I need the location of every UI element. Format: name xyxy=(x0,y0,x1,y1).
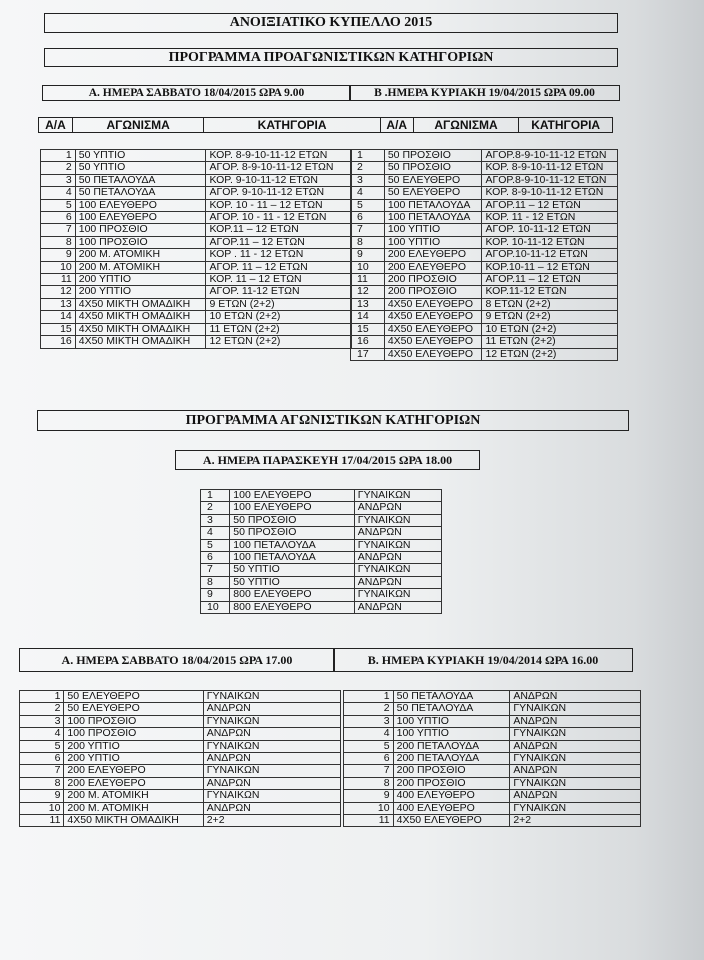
event-category: ΚΟΡ. 10 - 11 – 12 ΕΤΩΝ xyxy=(206,199,352,211)
event-name: 200 ΠΕΤΑΛΟΥΔΑ xyxy=(393,740,510,752)
table-row xyxy=(351,336,618,348)
event-category: ΑΓΟΡ. 11-12 ΕΤΩΝ xyxy=(206,286,352,298)
event-category: ΑΓΟΡ. 10-11-12 ΕΤΩΝ xyxy=(482,224,618,236)
event-name: 100 ΥΠΤΙΟ xyxy=(384,224,482,236)
table-row xyxy=(351,162,618,174)
row-number: 4 xyxy=(41,187,76,199)
table-row xyxy=(41,311,352,323)
row-number: 9 xyxy=(20,790,64,802)
event-category: ΓΥΝΑΙΚΩΝ xyxy=(510,728,641,740)
event-category: ΚΟΡ.10-11 – 12 ΕΤΩΝ xyxy=(482,261,618,273)
table-row xyxy=(201,576,442,588)
event-name: 4Χ50 ΜΙΚΤΗ ΟΜΑΔΙΚΗ xyxy=(64,815,203,827)
event-category: ΑΝΔΡΩΝ xyxy=(354,552,441,564)
row-number: 9 xyxy=(41,249,76,261)
event-category: ΚΟΡ.11 – 12 ΕΤΩΝ xyxy=(206,224,352,236)
event-category: ΑΝΔΡΩΝ xyxy=(203,753,340,765)
table-row xyxy=(41,150,352,162)
event-category: ΑΝΔΡΩΝ xyxy=(354,576,441,588)
event-name: 100 ΠΡΟΣΘΙΟ xyxy=(64,728,203,740)
event-name: 100 ΠΕΤΑΛΟΥΔΑ xyxy=(384,199,482,211)
event-name: 50 ΠΕΤΑΛΟΥΔΑ xyxy=(393,703,510,715)
table-row xyxy=(41,274,352,286)
row-number: 9 xyxy=(351,249,385,261)
table-row xyxy=(41,224,352,236)
table-row xyxy=(344,753,641,765)
event-category: ΚΟΡ. 8-9-10-11-12 ΕΤΩΝ xyxy=(206,150,352,162)
row-number: 15 xyxy=(351,323,385,335)
row-number: 3 xyxy=(201,514,230,526)
event-name: 200 ΠΡΟΣΘΙΟ xyxy=(393,765,510,777)
event-category: 9 ΕΤΩΝ (2+2) xyxy=(206,298,352,310)
event-category: 11 ΕΤΩΝ (2+2) xyxy=(206,323,352,335)
table-row xyxy=(344,715,641,727)
row-number: 10 xyxy=(41,261,76,273)
event-category: ΓΥΝΑΙΚΩΝ xyxy=(203,740,340,752)
table-row xyxy=(351,199,618,211)
event-name: 100 ΕΛΕΥΘΕΡΟ xyxy=(75,212,206,224)
event-category: ΚΟΡ. 11 - 12 ΕΤΩΝ xyxy=(482,212,618,224)
row-number: 12 xyxy=(351,286,385,298)
event-name: 200 Μ. ΑΤΟΜΙΚΗ xyxy=(75,249,206,261)
row-number: 6 xyxy=(201,552,230,564)
pre-column-headers xyxy=(38,117,613,133)
event-category: ΚΟΡ.11-12 ΕΤΩΝ xyxy=(482,286,618,298)
row-number: 2 xyxy=(41,162,76,174)
table-row xyxy=(201,527,442,539)
row-number: 13 xyxy=(351,298,385,310)
table-row xyxy=(41,174,352,186)
event-name: 50 ΕΛΕΥΘΕΡΟ xyxy=(384,174,482,186)
row-number: 13 xyxy=(41,298,76,310)
event-name: 4Χ50 ΕΛΕΥΘΕΡΟ xyxy=(393,815,510,827)
event-name: 100 ΠΕΤΑΛΟΥΔΑ xyxy=(230,552,355,564)
comp-day-saturday-header: Α. ΗΜΕΡΑ ΣΑΒΒΑΤΟ 18/04/2015 ΩΡΑ 17.00 xyxy=(19,648,335,672)
event-category: ΑΓΟΡ. 9-10-11-12 ΕΤΩΝ xyxy=(206,187,352,199)
table-row xyxy=(20,740,341,752)
event-name: 50 ΥΠΤΙΟ xyxy=(230,564,355,576)
table-row xyxy=(41,236,352,248)
event-name: 100 ΠΡΟΣΘΙΟ xyxy=(75,236,206,248)
event-name: 200 ΕΛΕΥΘΕΡΟ xyxy=(384,249,482,261)
table-row xyxy=(344,691,641,703)
event-category: ΚΟΡ. 11 – 12 ΕΤΩΝ xyxy=(206,274,352,286)
table-row xyxy=(344,703,641,715)
event-name: 4Χ50 ΕΛΕΥΘΕΡΟ xyxy=(384,298,482,310)
pre-competitive-heading: ΠΡΟΓΡΑΜΜΑ ΠΡΟΑΓΩΝΙΣΤΙΚΩΝ ΚΑΤΗΓΟΡΙΩΝ xyxy=(44,48,618,67)
table-row xyxy=(351,274,618,286)
event-name: 100 ΥΠΤΙΟ xyxy=(393,715,510,727)
event-name: 4Χ50 ΕΛΕΥΘΕΡΟ xyxy=(384,311,482,323)
table-row xyxy=(351,348,618,360)
row-number: 17 xyxy=(351,348,385,360)
event-category: 11 ΕΤΩΝ (2+2) xyxy=(482,336,618,348)
event-name: 4Χ50 ΜΙΚΤΗ ΟΜΑΔΙΚΗ xyxy=(75,336,206,348)
table-row xyxy=(41,286,352,298)
row-number: 1 xyxy=(41,150,76,162)
row-number: 7 xyxy=(344,765,394,777)
table-row xyxy=(351,298,618,310)
event-name: 100 ΕΛΕΥΘΕΡΟ xyxy=(230,502,355,514)
table-row xyxy=(351,323,618,335)
event-category: 12 ΕΤΩΝ (2+2) xyxy=(206,336,352,348)
row-number: 3 xyxy=(41,174,76,186)
event-category: ΓΥΝΑΙΚΩΝ xyxy=(510,753,641,765)
event-name: 800 ΕΛΕΥΘΕΡΟ xyxy=(230,601,355,613)
row-number: 11 xyxy=(351,274,385,286)
event-name: 4Χ50 ΜΙΚΤΗ ΟΜΑΔΙΚΗ xyxy=(75,298,206,310)
event-name: 50 ΠΕΤΑΛΟΥΔΑ xyxy=(75,187,206,199)
event-category: 8 ΕΤΩΝ (2+2) xyxy=(482,298,618,310)
event-category: ΑΝΔΡΩΝ xyxy=(510,790,641,802)
table-row xyxy=(20,728,341,740)
event-name: 4Χ50 ΜΙΚΤΗ ΟΜΑΔΙΚΗ xyxy=(75,323,206,335)
table-row xyxy=(344,765,641,777)
row-number: 2 xyxy=(20,703,64,715)
row-number: 11 xyxy=(20,815,64,827)
table-row xyxy=(20,815,341,827)
row-number: 9 xyxy=(201,589,230,601)
event-name: 100 ΠΕΤΑΛΟΥΔΑ xyxy=(384,212,482,224)
event-category: ΑΓΟΡ.8-9-10-11-12 ΕΤΩΝ xyxy=(482,174,618,186)
table-row xyxy=(344,777,641,789)
row-number: 6 xyxy=(41,212,76,224)
table-row xyxy=(41,199,352,211)
table-row xyxy=(344,790,641,802)
row-number: 6 xyxy=(344,753,394,765)
row-number: 2 xyxy=(201,502,230,514)
event-category: ΑΝΔΡΩΝ xyxy=(510,765,641,777)
header-aa-right: Α/Α xyxy=(381,118,414,132)
event-name: 100 ΠΡΟΣΘΙΟ xyxy=(75,224,206,236)
event-category: ΓΥΝΑΙΚΩΝ xyxy=(354,589,441,601)
event-category: ΑΝΔΡΩΝ xyxy=(510,740,641,752)
row-number: 6 xyxy=(20,753,64,765)
event-name: 100 ΠΡΟΣΘΙΟ xyxy=(64,715,203,727)
event-name: 50 ΥΠΤΙΟ xyxy=(75,150,206,162)
table-row xyxy=(41,261,352,273)
table-row xyxy=(201,601,442,613)
table-row xyxy=(20,715,341,727)
comp-day-friday-header: Α. ΗΜΕΡΑ ΠΑΡΑΣΚΕΥΗ 17/04/2015 ΩΡΑ 18.00 xyxy=(175,450,480,470)
row-number: 7 xyxy=(351,224,385,236)
event-category: ΑΓΟΡ.10-11-12 ΕΤΩΝ xyxy=(482,249,618,261)
row-number: 10 xyxy=(351,261,385,273)
table-row xyxy=(41,212,352,224)
comp-friday-table xyxy=(200,489,442,614)
event-category: ΓΥΝΑΙΚΩΝ xyxy=(510,777,641,789)
competitive-heading: ΠΡΟΓΡΑΜΜΑ ΑΓΩΝΙΣΤΙΚΩΝ ΚΑΤΗΓΟΡΙΩΝ xyxy=(37,410,629,431)
event-name: 200 ΥΠΤΙΟ xyxy=(75,274,206,286)
event-category: ΑΝΔΡΩΝ xyxy=(354,601,441,613)
row-number: 16 xyxy=(41,336,76,348)
row-number: 1 xyxy=(20,691,64,703)
table-row xyxy=(41,187,352,199)
event-name: 50 ΥΠΤΙΟ xyxy=(75,162,206,174)
table-row xyxy=(351,212,618,224)
table-row xyxy=(201,502,442,514)
table-row xyxy=(41,162,352,174)
event-name: 50 ΠΡΟΣΘΙΟ xyxy=(230,514,355,526)
row-number: 10 xyxy=(201,601,230,613)
event-category: ΓΥΝΑΙΚΩΝ xyxy=(203,715,340,727)
event-category: ΑΓΟΡ. 10 - 11 - 12 ΕΤΩΝ xyxy=(206,212,352,224)
table-row xyxy=(201,490,442,502)
pre-day-sunday-header: Β .ΗΜΕΡΑ ΚΥΡΙΑΚΗ 19/04/2015 ΩΡΑ 09.00 xyxy=(349,85,620,101)
event-category: ΚΟΡ. 8-9-10-11-12 ΕΤΩΝ xyxy=(482,187,618,199)
row-number: 5 xyxy=(20,740,64,752)
table-row xyxy=(201,564,442,576)
row-number: 12 xyxy=(41,286,76,298)
row-number: 6 xyxy=(351,212,385,224)
table-row xyxy=(351,187,618,199)
row-number: 15 xyxy=(41,323,76,335)
event-name: 50 ΠΡΟΣΘΙΟ xyxy=(384,162,482,174)
comp-day-sunday-header: Β. ΗΜΕΡΑ ΚΥΡΙΑΚΗ 19/04/2014 ΩΡΑ 16.00 xyxy=(333,648,633,672)
row-number: 8 xyxy=(41,236,76,248)
event-category: ΓΥΝΑΙΚΩΝ xyxy=(510,703,641,715)
table-row xyxy=(351,224,618,236)
event-name: 50 ΥΠΤΙΟ xyxy=(230,576,355,588)
header-aa-left: Α/Α xyxy=(39,118,73,132)
event-category: ΓΥΝΑΙΚΩΝ xyxy=(354,564,441,576)
event-name: 50 ΕΛΕΥΘΕΡΟ xyxy=(384,187,482,199)
event-category: ΓΥΝΑΙΚΩΝ xyxy=(354,539,441,551)
event-name: 200 ΠΡΟΣΘΙΟ xyxy=(393,777,510,789)
row-number: 10 xyxy=(20,802,64,814)
row-number: 2 xyxy=(351,162,385,174)
event-category: 2+2 xyxy=(203,815,340,827)
event-category: ΑΝΔΡΩΝ xyxy=(203,728,340,740)
event-category: 9 ΕΤΩΝ (2+2) xyxy=(482,311,618,323)
table-row xyxy=(20,777,341,789)
table-row xyxy=(20,703,341,715)
row-number: 14 xyxy=(351,311,385,323)
event-name: 800 ΕΛΕΥΘΕΡΟ xyxy=(230,589,355,601)
event-category: ΑΝΔΡΩΝ xyxy=(510,715,641,727)
row-number: 10 xyxy=(344,802,394,814)
table-row xyxy=(201,514,442,526)
row-number: 4 xyxy=(201,527,230,539)
row-number: 1 xyxy=(201,490,230,502)
table-row xyxy=(351,236,618,248)
row-number: 4 xyxy=(351,187,385,199)
event-name: 200 ΠΡΟΣΘΙΟ xyxy=(384,286,482,298)
event-category: ΓΥΝΑΙΚΩΝ xyxy=(354,514,441,526)
table-row xyxy=(351,249,618,261)
event-name: 200 ΠΡΟΣΘΙΟ xyxy=(384,274,482,286)
header-event-right: ΑΓΩΝΙΣΜΑ xyxy=(414,118,520,132)
event-category: ΑΝΔΡΩΝ xyxy=(354,502,441,514)
row-number: 5 xyxy=(351,199,385,211)
event-category: 12 ΕΤΩΝ (2+2) xyxy=(482,348,618,360)
event-category: ΑΓΟΡ. 11 – 12 ΕΤΩΝ xyxy=(206,261,352,273)
row-number: 8 xyxy=(201,576,230,588)
comp-sunday-table xyxy=(343,690,641,827)
event-category: 10 ΕΤΩΝ (2+2) xyxy=(482,323,618,335)
header-category-right: ΚΑΤΗΓΟΡΙΑ xyxy=(531,118,601,132)
event-category: ΚΟΡ. 10-11-12 ΕΤΩΝ xyxy=(482,236,618,248)
event-category: 2+2 xyxy=(510,815,641,827)
row-number: 7 xyxy=(20,765,64,777)
event-category: ΑΓΟΡ.11 – 12 ΕΤΩΝ xyxy=(206,236,352,248)
row-number: 11 xyxy=(344,815,394,827)
event-name: 50 ΠΕΤΑΛΟΥΔΑ xyxy=(393,691,510,703)
event-category: ΑΝΔΡΩΝ xyxy=(203,802,340,814)
event-category: ΑΝΔΡΩΝ xyxy=(203,777,340,789)
table-row xyxy=(351,261,618,273)
event-category: ΓΥΝΑΙΚΩΝ xyxy=(354,490,441,502)
table-row xyxy=(351,174,618,186)
row-number: 2 xyxy=(344,703,394,715)
pre-saturday-table xyxy=(40,149,352,349)
row-number: 8 xyxy=(351,236,385,248)
row-number: 1 xyxy=(351,150,385,162)
table-row xyxy=(20,802,341,814)
row-number: 7 xyxy=(41,224,76,236)
event-name: 100 ΕΛΕΥΘΕΡΟ xyxy=(75,199,206,211)
row-number: 11 xyxy=(41,274,76,286)
row-number: 3 xyxy=(20,715,64,727)
event-name: 50 ΠΡΟΣΘΙΟ xyxy=(230,527,355,539)
document-title: ΑΝΟΙΞΙΑΤΙΚΟ ΚΥΠΕΛΛΟ 2015 xyxy=(44,13,618,33)
event-name: 50 ΠΡΟΣΘΙΟ xyxy=(384,150,482,162)
event-name: 50 ΕΛΕΥΘΕΡΟ xyxy=(64,691,203,703)
event-name: 200 Μ. ΑΤΟΜΙΚΗ xyxy=(64,790,203,802)
event-category: ΓΥΝΑΙΚΩΝ xyxy=(510,802,641,814)
event-name: 400 ΕΛΕΥΘΕΡΟ xyxy=(393,790,510,802)
table-row xyxy=(20,765,341,777)
table-row xyxy=(344,802,641,814)
row-number: 8 xyxy=(344,777,394,789)
event-category: ΑΝΔΡΩΝ xyxy=(510,691,641,703)
event-name: 4Χ50 ΜΙΚΤΗ ΟΜΑΔΙΚΗ xyxy=(75,311,206,323)
event-category: ΑΓΟΡ. 8-9-10-11-12 ΕΤΩΝ xyxy=(206,162,352,174)
event-name: 200 Μ. ΑΤΟΜΙΚΗ xyxy=(64,802,203,814)
event-category: ΑΓΟΡ.11 – 12 ΕΤΩΝ xyxy=(482,199,618,211)
event-name: 200 ΥΠΤΙΟ xyxy=(64,753,203,765)
event-name: 200 ΕΛΕΥΘΕΡΟ xyxy=(64,777,203,789)
table-row xyxy=(344,740,641,752)
row-number: 4 xyxy=(344,728,394,740)
table-row xyxy=(351,150,618,162)
header-event-left: ΑΓΩΝΙΣΜΑ xyxy=(73,118,205,132)
row-number: 14 xyxy=(41,311,76,323)
event-category: ΑΝΔΡΩΝ xyxy=(203,703,340,715)
event-name: 200 ΠΕΤΑΛΟΥΔΑ xyxy=(393,753,510,765)
table-row xyxy=(351,311,618,323)
table-row xyxy=(41,298,352,310)
row-number: 5 xyxy=(201,539,230,551)
event-name: 4Χ50 ΕΛΕΥΘΕΡΟ xyxy=(384,323,482,335)
event-category: ΑΓΟΡ.8-9-10-11-12 ΕΤΩΝ xyxy=(482,150,618,162)
event-category: ΚΟΡ. 8-9-10-11-12 ΕΤΩΝ xyxy=(482,162,618,174)
event-name: 200 ΕΛΕΥΘΕΡΟ xyxy=(64,765,203,777)
event-name: 4Χ50 ΕΛΕΥΘΕΡΟ xyxy=(384,348,482,360)
row-number: 16 xyxy=(351,336,385,348)
row-number: 8 xyxy=(20,777,64,789)
event-name: 100 ΥΠΤΙΟ xyxy=(384,236,482,248)
table-row xyxy=(20,691,341,703)
pre-sunday-table xyxy=(350,149,618,361)
event-name: 4Χ50 ΕΛΕΥΘΕΡΟ xyxy=(384,336,482,348)
event-name: 200 ΥΠΤΙΟ xyxy=(64,740,203,752)
table-row xyxy=(201,552,442,564)
row-number: 3 xyxy=(344,715,394,727)
event-name: 200 ΥΠΤΙΟ xyxy=(75,286,206,298)
event-category: ΚΟΡ. 9-10-11-12 ΕΤΩΝ xyxy=(206,174,352,186)
event-name: 50 ΕΛΕΥΘΕΡΟ xyxy=(64,703,203,715)
event-category: ΓΥΝΑΙΚΩΝ xyxy=(203,790,340,802)
event-category: 10 ΕΤΩΝ (2+2) xyxy=(206,311,352,323)
table-row xyxy=(20,753,341,765)
event-category: ΚΟΡ . 11 - 12 ΕΤΩΝ xyxy=(206,249,352,261)
event-name: 200 Μ. ΑΤΟΜΙΚΗ xyxy=(75,261,206,273)
table-row xyxy=(41,249,352,261)
event-name: 100 ΠΕΤΑΛΟΥΔΑ xyxy=(230,539,355,551)
pre-day-saturday-header: Α. ΗΜΕΡΑ ΣΑΒΒΑΤΟ 18/04/2015 ΩΡΑ 9.00 xyxy=(42,85,351,101)
table-row xyxy=(344,728,641,740)
event-category: ΑΝΔΡΩΝ xyxy=(354,527,441,539)
row-number: 1 xyxy=(344,691,394,703)
row-number: 4 xyxy=(20,728,64,740)
event-category: ΑΓΟΡ.11 – 12 ΕΤΩΝ xyxy=(482,274,618,286)
table-row xyxy=(41,323,352,335)
row-number: 3 xyxy=(351,174,385,186)
comp-saturday-table xyxy=(19,690,341,827)
event-category: ΓΥΝΑΙΚΩΝ xyxy=(203,691,340,703)
row-number: 9 xyxy=(344,790,394,802)
event-name: 400 ΕΛΕΥΘΕΡΟ xyxy=(393,802,510,814)
table-row xyxy=(20,790,341,802)
event-category: ΓΥΝΑΙΚΩΝ xyxy=(203,765,340,777)
event-name: 100 ΕΛΕΥΘΕΡΟ xyxy=(230,490,355,502)
table-row xyxy=(344,815,641,827)
event-name: 200 ΕΛΕΥΘΕΡΟ xyxy=(384,261,482,273)
table-row xyxy=(41,336,352,348)
table-row xyxy=(201,539,442,551)
table-row xyxy=(351,286,618,298)
event-name: 50 ΠΕΤΑΛΟΥΔΑ xyxy=(75,174,206,186)
row-number: 5 xyxy=(344,740,394,752)
row-number: 5 xyxy=(41,199,76,211)
event-name: 100 ΥΠΤΙΟ xyxy=(393,728,510,740)
row-number: 7 xyxy=(201,564,230,576)
table-row xyxy=(201,589,442,601)
header-category-left: ΚΑΤΗΓΟΡΙΑ xyxy=(204,118,380,132)
